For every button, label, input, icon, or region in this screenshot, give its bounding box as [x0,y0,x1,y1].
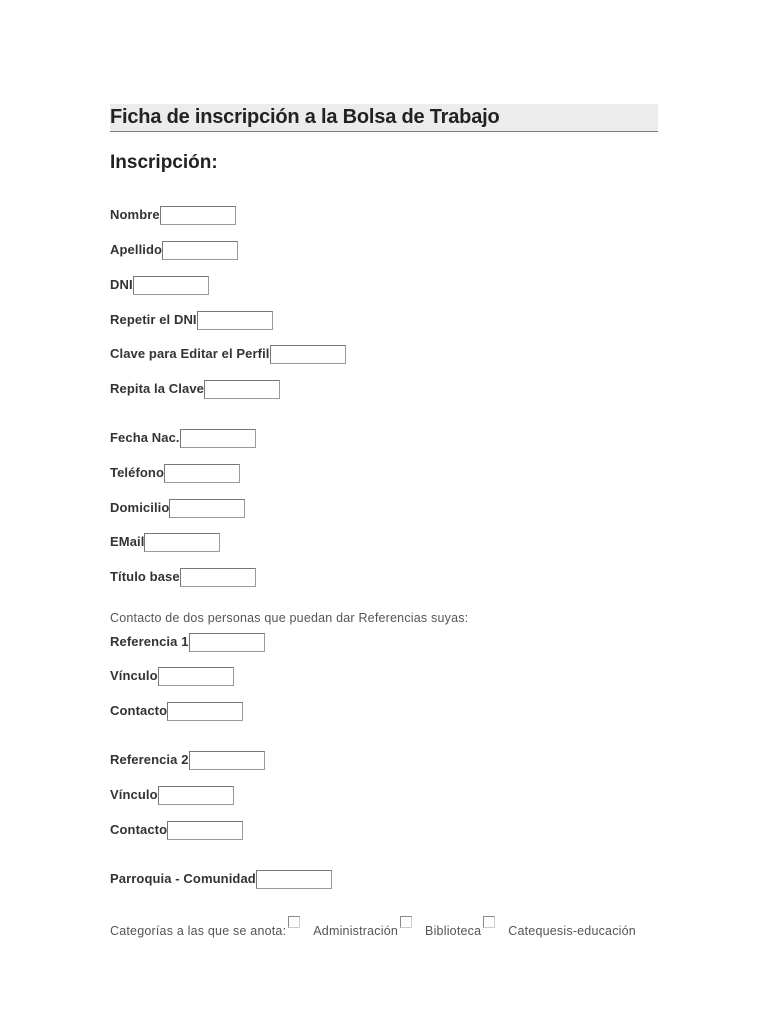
nombre-input[interactable] [160,206,236,225]
referencia2-input[interactable] [189,751,265,770]
administracion-label: Administración [313,924,399,938]
biblioteca-checkbox[interactable] [400,916,412,928]
apellido-field-row [110,235,238,257]
contacto2-input[interactable] [167,821,243,840]
parroquia-input[interactable] [256,870,332,889]
contacto1-input[interactable] [167,702,243,721]
repetir-dni-input[interactable] [197,311,273,330]
contacto1-field-row [110,696,243,718]
categories-row [110,916,636,938]
contacto1-label: Contacto [110,703,168,718]
domicilio-label: Domicilio [110,500,170,515]
email-field-row [110,527,220,549]
nombre-label: Nombre [110,207,160,222]
categories-label: Categorías a las que se anota: [110,924,287,938]
email-label: EMail [110,534,145,549]
section-heading: Inscripción: [110,152,218,173]
domicilio-input[interactable] [169,499,245,518]
repetir-dni-label: Repetir el DNI [110,312,197,327]
repita-clave-input[interactable] [204,380,280,399]
dni-field-row [110,270,209,292]
parroquia-label: Parroquia - Comunidad [110,871,256,886]
vinculo2-field-row [110,780,234,802]
vinculo2-label: Vínculo [110,787,158,802]
titulo-base-label: Título base [110,569,180,584]
dni-label: DNI [110,277,133,292]
biblioteca-label: Biblioteca [425,924,482,938]
references-note: Contacto de dos personas que puedan dar Referencias suyas: [110,611,469,625]
repita-clave-label: Repita la Clave [110,381,204,396]
titulo-base-input[interactable] [180,568,256,587]
apellido-label: Apellido [110,242,163,257]
referencia1-input[interactable] [189,633,265,652]
fecha-nac-label: Fecha Nac. [110,430,180,445]
catequesis-label: Catequesis-educación [508,924,636,938]
email-input[interactable] [144,533,220,552]
vinculo1-field-row [110,661,234,683]
contacto2-field-row [110,815,243,837]
referencia2-field-row [110,745,265,767]
vinculo2-input[interactable] [158,786,234,805]
clave-field-row [110,339,346,361]
clave-label: Clave para Editar el Perfil [110,346,270,361]
domicilio-field-row [110,493,245,515]
nombre-field-row [110,200,236,222]
referencia2-label: Referencia 2 [110,752,189,767]
telefono-label: Teléfono [110,465,164,480]
form-title: Ficha de inscripción a la Bolsa de Trabajo [110,106,500,128]
referencia1-field-row [110,627,265,649]
apellido-input[interactable] [162,241,238,260]
form-title-bar [110,104,658,132]
fecha-nac-input[interactable] [180,429,256,448]
vinculo1-input[interactable] [158,667,234,686]
dni-input[interactable] [133,276,209,295]
fecha-nac-field-row [110,423,256,445]
telefono-field-row [110,458,240,480]
referencia1-label: Referencia 1 [110,634,189,649]
repita-clave-field-row [110,374,280,396]
contacto2-label: Contacto [110,822,168,837]
vinculo1-label: Vínculo [110,668,158,683]
catequesis-checkbox[interactable] [483,916,495,928]
administracion-checkbox[interactable] [288,916,300,928]
clave-input[interactable] [270,345,346,364]
repetir-dni-field-row [110,305,273,327]
titulo-base-field-row [110,562,256,584]
telefono-input[interactable] [164,464,240,483]
parroquia-field-row [110,864,332,886]
